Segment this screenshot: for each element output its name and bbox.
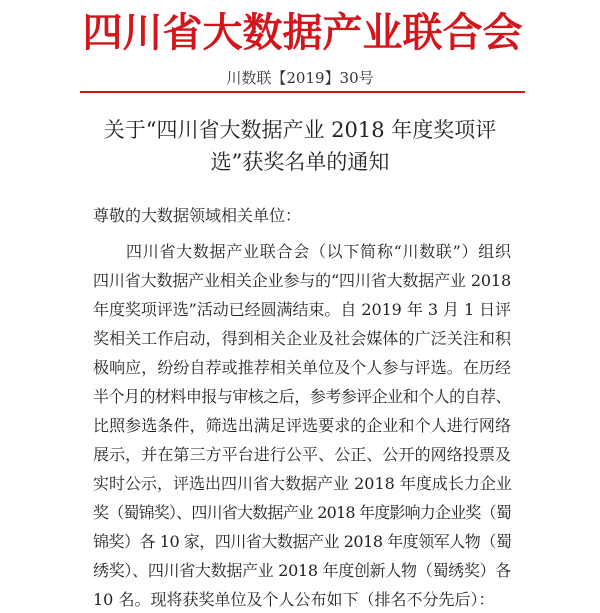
body-line: 半个月的材料申报与审核之后，参考参评企业和个人的自荐、 — [93, 387, 511, 406]
body-line: 实时公示，评选出四川省大数据产业 2018 年度成长力企业 — [93, 474, 512, 493]
body-line: 展示，并在第三方平台进行公平、公正、公开的网络投票及 — [93, 445, 511, 464]
body-line: 年度奖项评选”活动已经圆满结束。自 2019 年 3 月 1 日评 — [93, 300, 511, 319]
organization-header: 四川省大数据产业联合会 — [82, 10, 523, 56]
body-line: 奖相关工作启动，得到相关企业及社会媒体的广泛关注和积 — [93, 329, 511, 348]
body-line: 四川省大数据产业联合会（以下简称“川数联”）组织 — [126, 242, 511, 261]
body-line: 极响应，纷纷自荐或推荐相关单位及个人参与评选。在历经 — [93, 358, 511, 377]
body-line: 比照参选条件，筛选出满足评选要求的企业和个人进行网络 — [93, 416, 511, 435]
salutation: 尊敬的大数据领域相关单位： — [93, 206, 302, 225]
body-line: 10 名。现将获奖单位及个人公布如下（排名不分先后）： — [93, 590, 495, 609]
body-line: 四川省大数据产业相关企业参与的“四川省大数据产业 2018 — [93, 271, 511, 290]
notice-title-line-1: 关于“四川省大数据产业 2018 年度奖项评 — [103, 118, 497, 142]
document-number: 川数联【2019】30号 — [226, 69, 374, 87]
notice-title-line-2: 选”获奖名单的通知 — [210, 150, 390, 174]
body-line: 奖（蜀锦奖）、四川省大数据产业 2018 年度影响力企业奖（蜀 — [93, 503, 511, 522]
header-divider — [80, 91, 525, 93]
body-line: 锦奖）各 10 家，四川省大数据产业 2018 年度领军人物（蜀 — [93, 532, 512, 551]
body-line: 绣奖）、四川省大数据产业 2018 年度创新人物（蜀绣奖）各 — [93, 561, 511, 580]
